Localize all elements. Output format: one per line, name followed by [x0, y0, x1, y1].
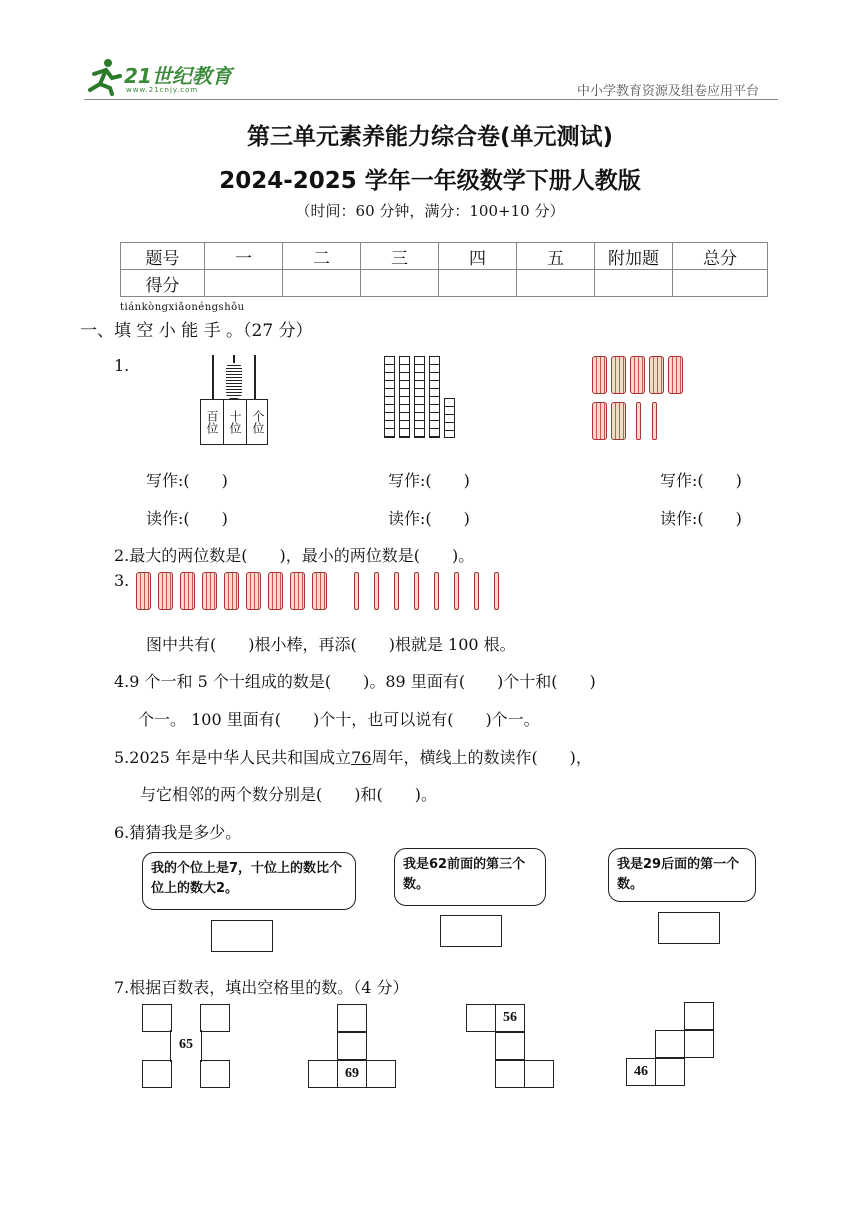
page-subtitle: 2024-2025 学年一年级数学下册人教版	[219, 168, 641, 194]
section-title: 一、填 空 小 能 手 。（27 分）	[80, 321, 313, 341]
table-cell: 一	[205, 243, 283, 270]
table-cell: 得分	[121, 270, 205, 297]
single-stick	[474, 572, 479, 610]
q1-read-2[interactable]: 读作:( )	[388, 509, 470, 528]
blank-cell[interactable]	[142, 1060, 172, 1088]
cube-blocks	[384, 356, 464, 440]
abacus-label-hundreds: 百位	[201, 400, 224, 444]
table-cell: 五	[517, 243, 595, 270]
runner-logo-icon	[84, 56, 124, 96]
table-cell: 题号	[121, 243, 205, 270]
logo-url: www.21cnjy.com	[126, 86, 199, 94]
stick-bundle	[592, 402, 607, 440]
blank-cell[interactable]	[466, 1004, 496, 1032]
blank-cell[interactable]	[337, 1032, 367, 1060]
single-stick	[494, 572, 499, 610]
table-cell: 四	[439, 243, 517, 270]
header-logo	[84, 54, 244, 100]
stick-bundle	[312, 572, 327, 610]
stick-bundle	[630, 356, 645, 394]
q3-text: 图中共有( )根小棒，再添( )根就是 100 根。	[146, 635, 516, 654]
single-stick	[636, 402, 641, 440]
single-stick	[652, 402, 657, 440]
q4-line1: 4.9 个一和 5 个十组成的数是( )。89 里面有( )个十和( )	[114, 672, 596, 691]
cube-column	[414, 356, 425, 438]
table-cell: 三	[361, 243, 439, 270]
stick-bundle	[158, 572, 173, 610]
score-input-cell[interactable]	[283, 270, 361, 297]
stick-bundle	[268, 572, 283, 610]
score-input-cell[interactable]	[517, 270, 595, 297]
single-stick	[374, 572, 379, 610]
blank-cell[interactable]	[495, 1032, 525, 1060]
answer-box-3[interactable]	[658, 912, 720, 944]
table-cell: 附加题	[595, 243, 673, 270]
q5-line2: 与它相邻的两个数分别是( )和( )。	[140, 785, 437, 804]
number-grid-3	[466, 1004, 556, 1088]
score-table-header-row	[121, 243, 768, 270]
score-input-cell[interactable]	[439, 270, 517, 297]
single-stick	[394, 572, 399, 610]
single-stick	[454, 572, 459, 610]
abacus	[200, 355, 268, 447]
stick-bundle	[290, 572, 305, 610]
speech-bubble-3: 我是29后面的第一个数。	[608, 848, 756, 902]
q6-title: 6.猜猜我是多少。	[114, 823, 242, 842]
speech-bubble-2: 我是62前面的第三个数。	[394, 848, 546, 906]
single-stick	[414, 572, 419, 610]
blank-cell[interactable]	[366, 1060, 396, 1088]
score-input-cell[interactable]	[205, 270, 283, 297]
q4-line2: 个一。 100 里面有( )个十，也可以说有( )个一。	[138, 710, 540, 729]
blank-cell[interactable]	[200, 1060, 230, 1088]
q3-number: 3.	[114, 571, 130, 590]
blank-cell[interactable]	[337, 1004, 367, 1032]
table-cell: 总分	[673, 243, 768, 270]
blank-cell[interactable]	[524, 1060, 554, 1088]
number-grid-1	[142, 1004, 232, 1088]
q1-read-3[interactable]: 读作:( )	[660, 509, 742, 528]
abacus-label-ones: 个位	[251, 410, 265, 434]
abacus-beads	[226, 363, 242, 399]
blank-cell[interactable]	[655, 1058, 685, 1086]
q1-number: 1.	[114, 356, 130, 375]
grid-number-cell: 56	[495, 1004, 525, 1032]
blank-cell[interactable]	[684, 1002, 714, 1030]
q5-line1	[114, 745, 592, 768]
exam-info: （时间：60 分钟，满分：100+10 分）	[295, 202, 565, 220]
score-input-cell[interactable]	[361, 270, 439, 297]
number-grid-2	[308, 1004, 398, 1088]
stick-bundle	[611, 402, 626, 440]
number-grid-4	[626, 1002, 716, 1088]
score-table	[120, 242, 768, 297]
header-divider	[84, 99, 778, 100]
speech-bubble-1: 我的个位上是7，十位上的数比个位上的数大2。	[142, 852, 356, 910]
q5-text-a: 5.2025 年是中华人民共和国成立	[114, 748, 352, 767]
blank-cell[interactable]	[308, 1060, 338, 1088]
score-input-cell[interactable]	[595, 270, 673, 297]
cube-column	[429, 356, 440, 438]
cube-column	[399, 356, 410, 438]
abacus-label-tens: 十位	[224, 400, 247, 444]
grid-number-cell: 69	[337, 1060, 367, 1088]
single-stick	[434, 572, 439, 610]
grid-number-cell: 46	[626, 1058, 656, 1086]
platform-text: 中小学教育资源及组卷应用平台	[577, 84, 760, 99]
stick-bundle	[611, 356, 626, 394]
stick-bundle	[224, 572, 239, 610]
abacus-base	[200, 399, 268, 445]
blank-cell[interactable]	[655, 1030, 685, 1058]
answer-box-2[interactable]	[440, 915, 502, 947]
q2-text: 2.最大的两位数是( )，最小的两位数是( )。	[114, 546, 475, 565]
cube-column	[444, 398, 455, 438]
blank-cell[interactable]	[142, 1004, 172, 1032]
table-cell: 二	[283, 243, 361, 270]
blank-cell[interactable]	[200, 1004, 230, 1032]
q1-write-2[interactable]: 写作:( )	[388, 471, 470, 490]
stick-bundle	[136, 572, 151, 610]
q5-underlined-number: 76	[351, 748, 372, 767]
blank-cell[interactable]	[684, 1030, 714, 1058]
stick-bundle	[180, 572, 195, 610]
score-input-cell[interactable]	[673, 270, 768, 297]
stick-bundles-q3	[136, 572, 516, 612]
stick-bundles-q1	[592, 356, 702, 442]
page-title: 第三单元素养能力综合卷(单元测试)	[246, 124, 614, 150]
logo-text: 21世纪教育	[124, 64, 232, 88]
stick-bundle	[668, 356, 683, 394]
stick-bundle	[246, 572, 261, 610]
q1-read-1[interactable]: 读作:( )	[146, 509, 228, 528]
q7-title: 7.根据百数表，填出空格里的数。（4 分）	[114, 978, 409, 997]
stick-bundle	[202, 572, 217, 610]
grid-number-cell: 65	[179, 1037, 193, 1052]
section-pinyin: tiánkòngxiǎonéngshǒu	[120, 302, 245, 313]
stick-bundle	[649, 356, 664, 394]
stick-bundle	[592, 356, 607, 394]
blank-cell[interactable]	[495, 1060, 525, 1088]
q1-write-1[interactable]: 写作:( )	[146, 471, 228, 490]
q5-text-b: 周年，横线上的数读作( )，	[371, 748, 592, 767]
answer-box-1[interactable]	[211, 920, 273, 952]
score-table-score-row	[121, 270, 768, 297]
single-stick	[354, 572, 359, 610]
q1-write-3[interactable]: 写作:( )	[660, 471, 742, 490]
cube-column	[384, 356, 395, 438]
